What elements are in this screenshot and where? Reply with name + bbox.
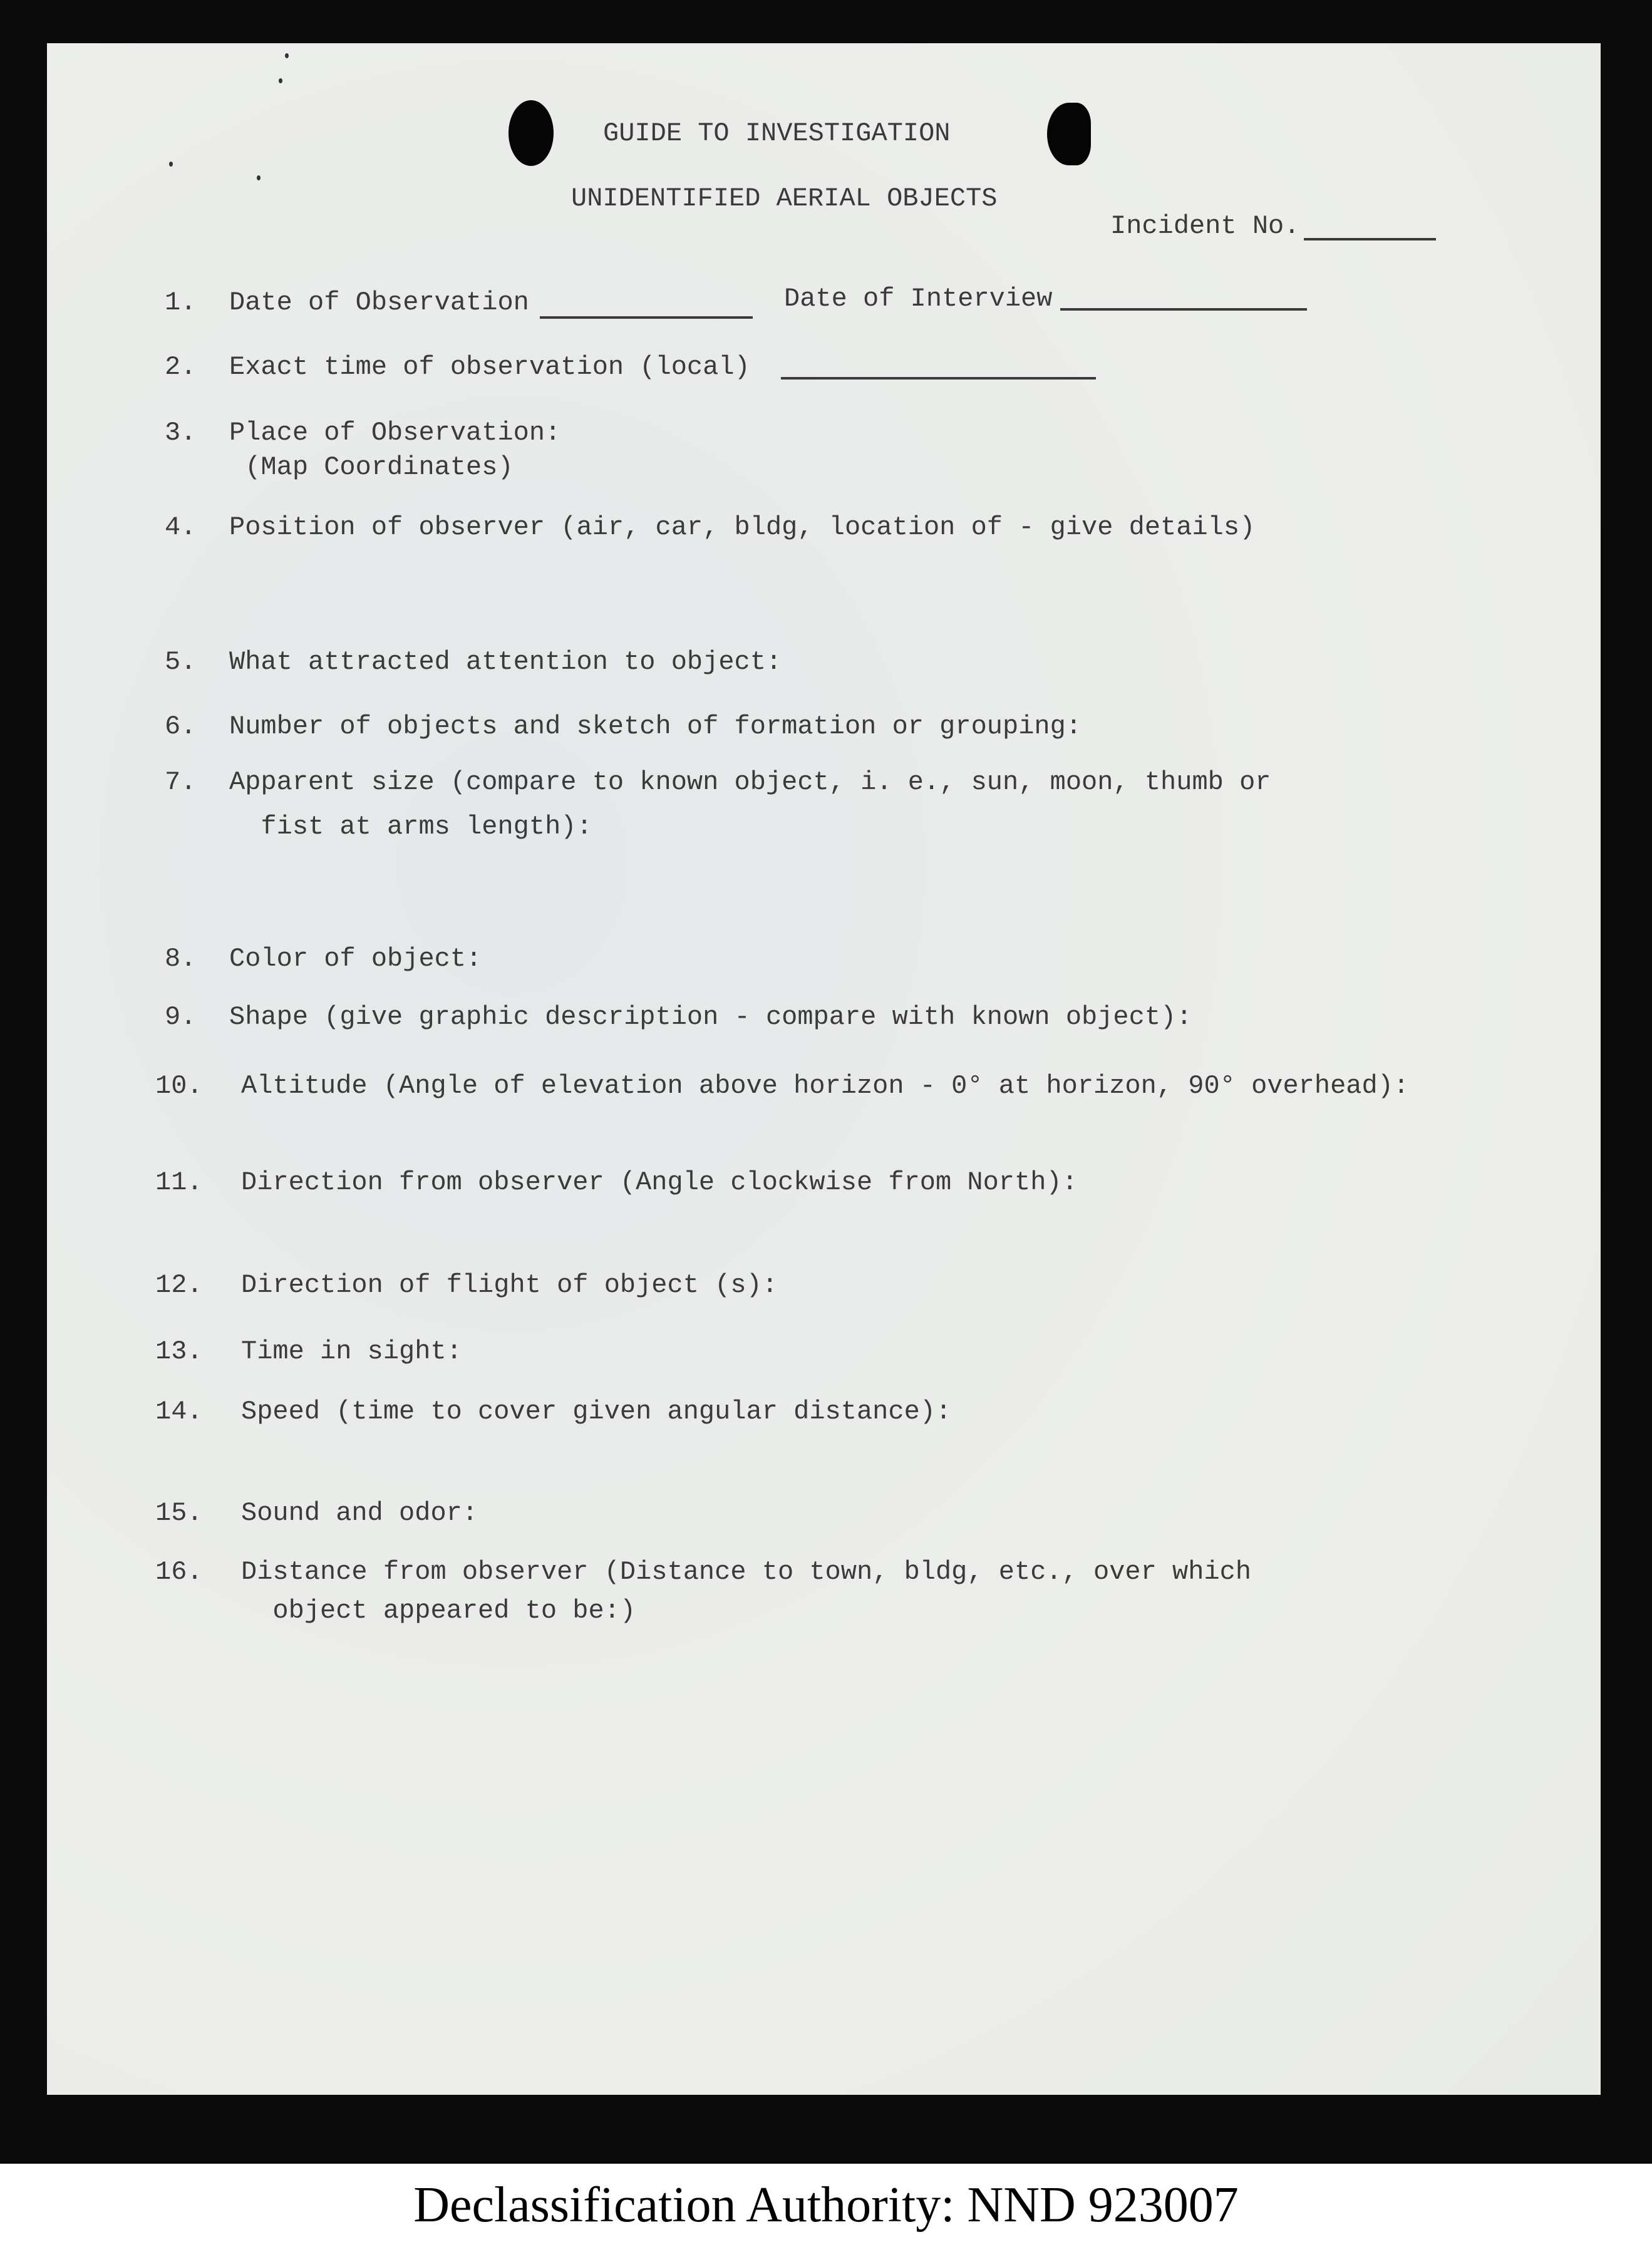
item-label: object appeared to be:): [241, 1596, 636, 1626]
item-number: 1.: [165, 287, 197, 318]
item-label: Number of objects and sketch of formation or grouping:: [229, 711, 1082, 741]
item-number: 3.: [165, 418, 197, 448]
item-label: fist at arms length):: [229, 812, 592, 842]
item-number: 2.: [165, 352, 197, 382]
ink-speck: [257, 175, 261, 180]
item-number: 4.: [165, 512, 197, 542]
form-title: GUIDE TO INVESTIGATION: [603, 118, 951, 148]
item-label: Sound and odor:: [241, 1498, 478, 1528]
incident-number-label: Incident No.: [1110, 211, 1300, 241]
form-subtitle: UNIDENTIFIED AERIAL OBJECTS: [571, 183, 998, 214]
item-label: Time in sight:: [241, 1336, 462, 1366]
item-number: 8.: [165, 944, 197, 974]
item-number: 7.: [165, 767, 197, 797]
item-number: 12.: [155, 1270, 203, 1300]
item-number: 16.: [155, 1557, 203, 1587]
item-number: 9.: [165, 1002, 197, 1032]
punch-hole-right: [1047, 103, 1091, 165]
item-label: Speed (time to cover given angular distance):: [241, 1397, 952, 1427]
item-label: Exact time of observation (local): [229, 352, 750, 382]
incident-number-field[interactable]: [1304, 238, 1436, 240]
item-label: (Map Coordinates): [229, 452, 514, 482]
item-label: What attracted attention to object:: [229, 647, 782, 677]
item-label: Direction from observer (Angle clockwise from North):: [241, 1167, 1078, 1197]
ink-speck: [279, 78, 282, 83]
item-label: Apparent size (compare to known object, i. e., sun, moon, thumb or: [229, 767, 1271, 797]
form-page: [47, 43, 1601, 2095]
ink-speck: [285, 53, 289, 58]
item-label: Color of object:: [229, 944, 482, 974]
punch-hole-left: [509, 100, 554, 166]
item-number: 5.: [165, 647, 197, 677]
exact-time-field[interactable]: [781, 377, 1096, 380]
item-number: 6.: [165, 711, 197, 741]
item-label: Date of Observation: [229, 287, 529, 318]
item-number: 15.: [155, 1498, 203, 1528]
item-number: 10.: [155, 1071, 203, 1101]
ink-speck: [169, 162, 173, 167]
item-label: Direction of flight of object (s):: [241, 1270, 778, 1300]
declassification-caption: Declassification Authority: NND 923007: [0, 2164, 1652, 2247]
date-of-observation-field[interactable]: [540, 316, 753, 319]
item-label: Place of Observation:: [229, 418, 561, 448]
date-of-interview-field[interactable]: [1060, 308, 1307, 311]
item-number: 11.: [155, 1167, 203, 1197]
item-number: 14.: [155, 1397, 203, 1427]
date-of-interview-label: Date of Interview: [784, 284, 1053, 314]
item-label: Position of observer (air, car, bldg, location of - give details): [229, 512, 1256, 542]
item-label: Altitude (Angle of elevation above horizon - 0° at horizon, 90° overhead):: [241, 1071, 1410, 1101]
item-label: Shape (give graphic description - compare with known object):: [229, 1002, 1192, 1032]
item-label: Distance from observer (Distance to town, bldg, etc., over which: [241, 1557, 1252, 1587]
item-number: 13.: [155, 1336, 203, 1366]
